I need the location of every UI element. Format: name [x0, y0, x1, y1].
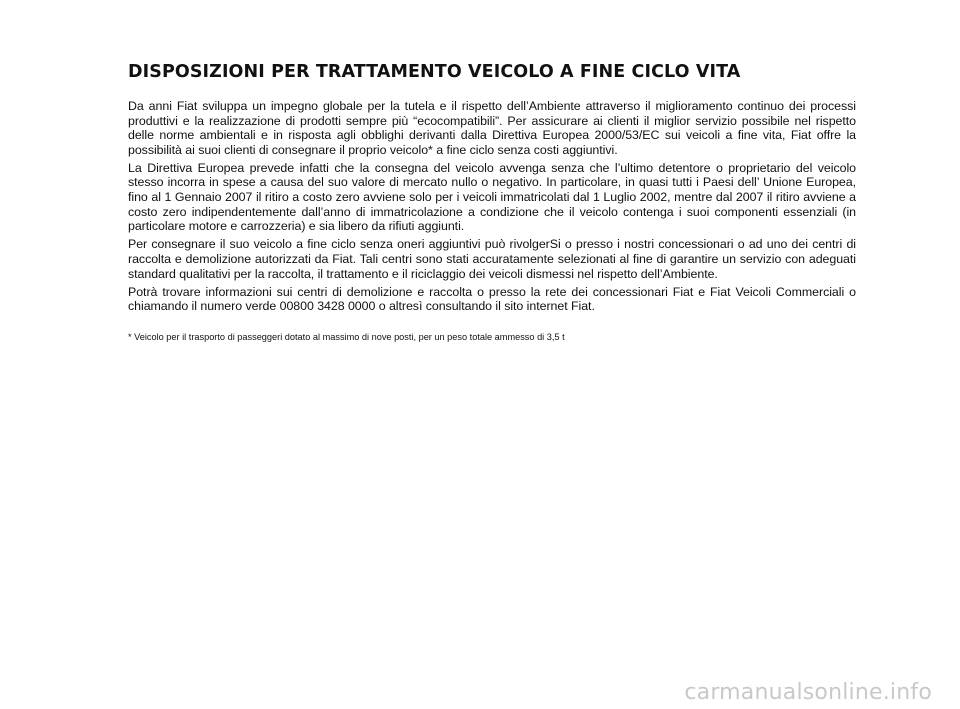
- footnote: * Veicolo per il trasporto di passeggeri dotato al massimo di nove posti, per un peso totale ammesso di 3,5 t: [128, 331, 565, 342]
- paragraph-directive: La Direttiva Europea prevede infatti che la consegna del veicolo avvenga senza che l’ultimo detentore o proprietario del veicolo stesso incorra in spese a causa del suo valore di mercato nullo o negativo. In particolare, in quasi tutti i Paesi dell’ Unione Europea, fino al 1 Gennaio 2007 il ritiro a costo zero avviene solo per i veicoli immatricolati dal 1 Luglio 2002, mentre dal 2007 il ritiro avviene a costo zero indipendentemente dall’anno di immatricolazione a condizione che il veicolo contenga i suoi componenti essenziali (in particolare motore e carrozzeria) e sia libero da rifiuti aggiunti.: [128, 160, 856, 234]
- watermark: carmanualsonline.info: [684, 680, 932, 705]
- document-page: [128, 62, 856, 343]
- paragraph-contacts: Potrà trovare informazioni sui centri di demolizione e raccolta o presso la rete dei concessionari Fiat e Fiat Veicoli Commerciali o chiamando il numero verde 00800 3428 0000 o altresì consultando il sito internet Fiat.: [128, 284, 856, 314]
- paragraph-delivery: Per consegnare il suo veicolo a fine ciclo senza oneri aggiuntivi può rivolgerSi o presso i nostri concessionari o ad uno dei centri di raccolta e demolizione autorizzati da Fiat. Tali centri sono stati accuratamente selezionati al fine di garantire un servizio con adeguati standard qualitativi per la raccolta, il trattamento e il riciclaggio dei veicoli dismessi nel rispetto dell’Ambiente.: [128, 237, 856, 281]
- paragraph-intro: Da anni Fiat sviluppa un impegno globale per la tutela e il rispetto dell’Ambiente attraverso il miglioramento continuo dei processi produttivi e la realizzazione di prodotti sempre più “ecocompatibili”. Per assicurare ai clienti il miglior servizio possibile nel rispetto delle norme ambientali e in risposta agli obblighi derivanti dalla Direttiva Europea 2000/53/EC sui veicoli a fine vita, Fiat offre la possibilità ai suoi clienti di consegnare il proprio veicolo* a fine ciclo senza costi aggiuntivi.: [128, 99, 856, 157]
- document-title: DISPOSIZIONI PER TRATTAMENTO VEICOLO A FINE CICLO VITA: [128, 62, 741, 82]
